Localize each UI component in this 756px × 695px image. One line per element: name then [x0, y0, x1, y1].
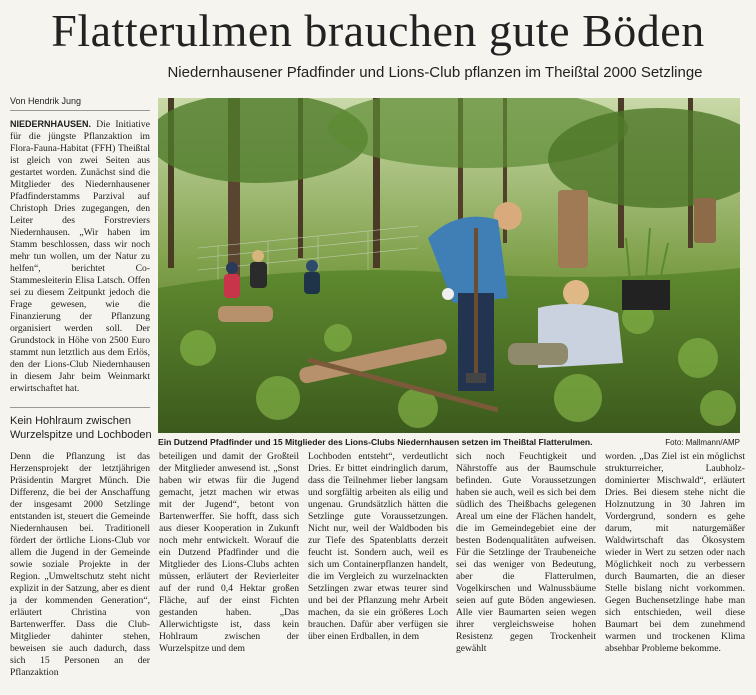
intertitle: Kein Hohlraum zwischen Wurzelspitze und Lochboden: [10, 415, 152, 441]
dateline: NIEDERNHAUSEN.: [10, 119, 92, 129]
lead-paragraph: [10, 118, 150, 395]
photo-caption: [158, 437, 740, 448]
forest-planting-scene: [158, 98, 740, 433]
article-column-2: beteiligen und damit der Großteil der Mitglieder anwesend ist. „Sonst haben wir etwas für die Jugend gemacht, jetzt machen wir etwas mit der Jugend“, betont von Bartenwerffer. Sie hofft, dass sich aus dieser Kooperation in Zukunft noch mehr entwickelt. Worauf die ein Dutzend Pfadfinder und die Mitglieder des Lions-Clubs achten müssen, erläutert der Revierleiter auf der rund 0,4 Hektar großen Fläche, auf der einst Fichten gestanden haben. „Das Allerwichtigste ist, dass kein Hohlraum zwischen der Wurzelspitze und dem: [159, 451, 299, 654]
byline: Von Hendrik Jung: [10, 96, 82, 106]
article-column-5: worden. „Das Ziel ist ein möglichst strukturreicher, Laubholz-dominierter Mischwald“, erläutert Dries. Bei diesem stehe nicht die Holznutzung in 30 Jahren im Vordergrund, sondern es gehe darum, mit naturgemäßer Waldwirtschaft das Ökosystem wieder in Wert zu setzen oder nach Möglichkeit noch zu verbessern durch Baumarten, die an dieser Stelle bislang nicht vorkommen. Gegen Buchensetzlinge habe man sich entschieden, weil diese Baumart bei dem zunehmend warmen und trockenen Klima absehbar Probleme bekomme.: [605, 451, 745, 654]
headline: Flatterulmen brauchen gute Böden: [51, 5, 705, 56]
article-column-3: Lochboden entsteht“, verdeutlicht Dries. Er bittet eindringlich darum, dass die Teilnehmer lieber langsam und sorgfältig arbeiten als eilig und ungenau. Grundsätzlich hätten die Setzlinge gute Voraussetzungen. Nicht nur, weil der Waldboden bis zur Tiefe des Spatenblatts derzeit feucht ist. Sondern auch, weil es sich um Containerpflanzen handelt, die im Vergleich zu wurzelnackten Setzlingen zwar etwas teurer sind und bei der Pflanzung mehr Arbeit machen, da sie ein größeres Loch brauchen. Dafür aber verfügen sie über einen Erdballen, in dem: [308, 451, 448, 642]
caption-text: Ein Dutzend Pfadfinder und 15 Mitglieder des Lions-Clubs Niedernhausen setzen im Theißtal Flatterulmen.: [158, 437, 593, 447]
photo-credit: Foto: Mallmann/AMP: [665, 438, 740, 447]
intertitle-divider: [10, 407, 150, 408]
article-photo: [158, 98, 740, 433]
byline-divider: [10, 110, 150, 111]
article-column-4: sich noch Feuchtigkeit und Nährstoffe aus der Baumschule befinden. Gute Voraussetzungen haben sie auch, weil es sich bei dem südlich des Theißbachs gelegenen Areal um eine der Flächen handelt, die im Gemeindegebiet eine der besten Bodenqualitäten aufweisen. Für die Setzlinge der Traubeneiche sei das weniger von Bedeutung, aber die Flatterulmen, Vogelkirschen und Walnussbäume seien auf gute Böden angewiesen. Alle vier Baumarten seien wegen ihrer vergleichsweise hohen Resistenz gegen Trockenheit gewählt: [456, 451, 596, 654]
lead-text: Die Initiative für die jüngste Pflanzaktion im Flora-Fauna-Habitat (FFH) Theißtal ist gleich von zwei Seiten aus gestartet worden. Zunächst sind die Mitglieder des Niedernhausener Pfadfinderstamms Parzival auf Christoph Dries zugegangen, den Leiter des Forstreviers Niedernhausen. „Wir haben im Stamm beschlossen, dass wir noch mehr tun wollen, um der Natur zu helfen“, berichtet Co-Stammesleiterin Elisa Latsch. Offen sei zu diesem Zeitpunkt jedoch die Frage gewesen, wie die Finanzierung der Pflanzung organisiert werden soll. Der Grundstock in Höhe von 2500 Euro stammt nun letztlich aus dem Erlös, den der Lions-Club Niedernhausen in diesem Jahr beim Weinmarkt erwirtschaftet hat.: [10, 119, 150, 394]
subheadline: Niedernhausener Pfadfinder und Lions-Club pflanzen im Theißtal 2000 Setzlinge: [167, 64, 703, 81]
article-column-1: Denn die Pflanzung ist das Herzensprojekt der letztjährigen Präsidentin Margret Münch. Die Differenz, die bei der Anschaffung der insgesamt 2000 Setzlinge entstanden ist, steuert die Gemeinde Niedernhausen bei. Traditionell fördert der örtliche Lions-Club vor allem die Jugend in der Gemeinde sowie soziale Projekte in der Region. „Umweltschutz steht nicht explizit in der Satzung, aber es dient ja der kommenden Generation“, erläutert Christina von Bartenwerffer. Dass die Club-Mitglieder dahinter stehen, beweisen sie auch dadurch, dass sich 15 Personen an der Pflanzaktion: [10, 451, 150, 678]
